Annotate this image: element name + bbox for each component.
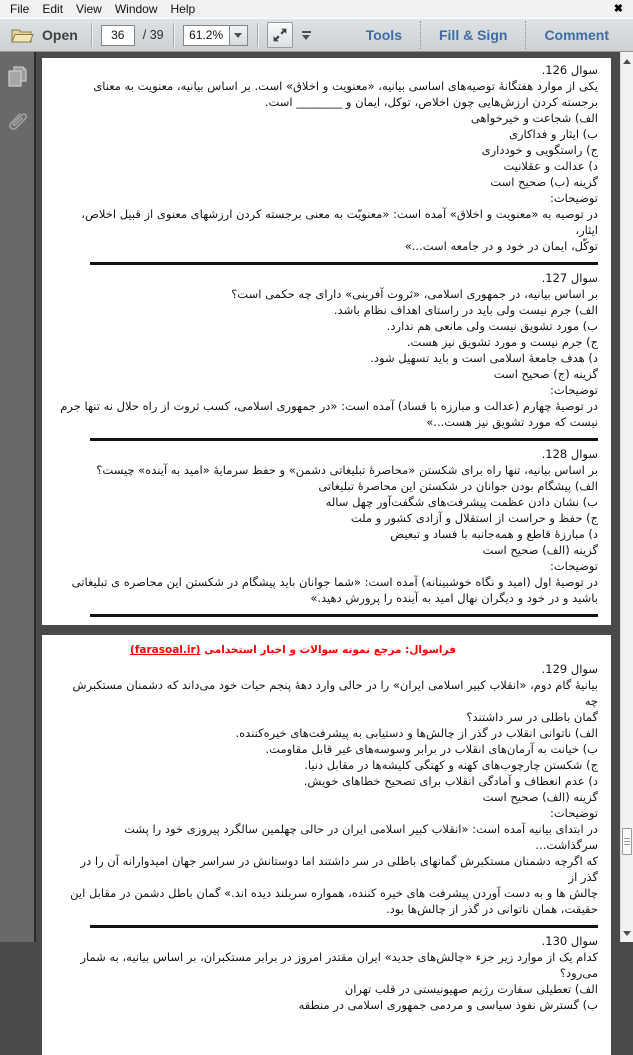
question-number: سوال 126. [541, 63, 598, 77]
chevron-down-icon [234, 33, 242, 38]
option-line: الف) جرم نیست ولی باید در راستای اهداف نظام باشد. [333, 303, 598, 317]
vertical-scrollbar[interactable] [620, 52, 633, 942]
question-number: سوال 130. [541, 934, 598, 948]
menu-bar [0, 0, 633, 18]
question-divider [90, 925, 598, 928]
answer-line: گزینه (ب) صحیح است [490, 175, 598, 189]
question-number: سوال 129. [541, 662, 598, 676]
option-line: ج) جرم نیست و مورد تشویق نیز هست. [406, 335, 598, 349]
option-line: ج) راستگویی و خودداری [481, 143, 598, 157]
menu-window[interactable]: Window [114, 2, 158, 16]
option-line: الف) شجاعت و خیرخواهی [470, 111, 598, 125]
main-area [0, 52, 633, 1012]
document-view[interactable] [36, 52, 620, 1012]
option-line: د) عدم انعطاف و آمادگی انقلاب برای تصحیح خطاهای خویش. [303, 774, 598, 788]
scrollbar-thumb[interactable] [622, 828, 632, 855]
answer-line: گزینه (الف) صحیح است [482, 790, 598, 804]
zoom-level-input[interactable]: 61.2% [183, 25, 230, 46]
open-button-label: Open [42, 27, 78, 43]
option-line: الف) ناتوانی انقلاب در گذر از چالش‌ها و دستیابی به پیشرفت‌های خیره‌کننده. [235, 726, 598, 740]
question-text-line: بیانیهٔ گام دوم، «انقلاب کبیر اسلامی ایران» را در حالی وارد دههٔ پنجم حیات خود می‌داند که دشمنان مستکبرش چه [72, 678, 598, 708]
pdf-page [42, 635, 611, 1055]
option-line: الف) تعطیلی سفارت رژیم صهیونیستی در قلب تهران [344, 982, 598, 996]
menu-view[interactable]: View [76, 2, 102, 16]
explanation-line: در توصیه به «معنویت و اخلاق» آمده است: «معنویّت به معنی برجسته کردن ارزشهای معنوی از قبیل اخلاص، ایثار، [81, 207, 598, 237]
toolbar [0, 18, 633, 52]
resize-page-button[interactable] [267, 22, 293, 48]
open-folder-icon [10, 26, 34, 44]
open-button[interactable] [6, 24, 82, 46]
menu-file[interactable]: File [10, 2, 30, 16]
triangle-up-icon [623, 59, 631, 64]
option-line: د) مبارزهٔ قاطع و همه‌جانبه با فساد و تبعیض [390, 527, 598, 541]
question-divider [90, 438, 598, 441]
comment-button[interactable]: Comment [544, 27, 609, 43]
page-number-input[interactable] [101, 25, 135, 46]
explanation-label: توضیحات: [549, 191, 598, 205]
explanation-line: چالش ها و به دست آوردن پیشرفت های خیره کننده، همواره سربلند دیده اند.» گمان باطل دشمن در مقابل این [70, 886, 598, 900]
question-block [60, 446, 598, 606]
question-number: سوال 127. [541, 271, 598, 285]
option-line: ب) مورد تشویق نیست ولی مانعی هم ندارد. [386, 319, 598, 333]
toolbar-overflow-button[interactable] [302, 31, 311, 40]
scroll-down-button[interactable] [621, 926, 633, 940]
explanation-label: توضیحات: [549, 559, 598, 573]
question-text-line: برجسته کردن ارزش‌هایی چون اخلاص، توکل، ایمان و ________ است. [264, 95, 598, 109]
explanation-line: در توصیهٔ اول (امید و نگاه خوشبینانه) آمده است: «شما جوانان باید پیشگام در شکستن این محاصره ی تبلیغاتی [71, 575, 598, 589]
toolbar-separator [257, 23, 258, 47]
question-text-line: یکی از موارد هفتگانهٔ توصیه‌های اساسی بیانیه، «معنویت و اخلاق» است. بر اساس بیانیه، معنویت به معنای [93, 79, 598, 93]
zoom-control [183, 25, 248, 46]
explanation-label: توضیحات: [549, 383, 598, 397]
fill-sign-button[interactable]: Fill & Sign [438, 27, 508, 43]
explanation-line: نیست که مورد تشویق نیز هست...» [426, 415, 598, 429]
question-text-line: کدام یک از موارد زیر جزء «چالش‌های جدید» ایران مقتدر امروز در برابر مستکبران، بر اساس بیانیه، به شمار می‌رود؟ [80, 950, 598, 980]
toolbar-separator [173, 23, 174, 47]
page-thumbnails-icon[interactable] [6, 65, 28, 89]
question-block [60, 933, 598, 1013]
option-line: ب) ایثار و فداکاری [508, 127, 598, 141]
site-header [60, 643, 598, 657]
thumb-grip [624, 838, 630, 839]
question-divider [90, 262, 598, 265]
question-text-line: بر اساس بیانیه، تنها راه برای شکستن «محاصرهٔ تبلیغاتی دشمن» و حفظ سرمایهٔ «امید به آینده» چیست؟ [96, 463, 598, 477]
close-icon[interactable]: ✖ [613, 2, 623, 15]
explanation-line: باشید و در خود و دیگران نهال امید به آینده را پرورش دهید.» [310, 591, 598, 605]
thumb-grip [624, 841, 630, 842]
zoom-dropdown-button[interactable] [230, 25, 248, 46]
option-line: ب) خیانت به آرمان‌های انقلاب در برابر وسوسه‌های غیر قابل مقاومت. [265, 742, 598, 756]
scroll-up-button[interactable] [621, 54, 633, 68]
option-line: د) عدالت و عقلانیت [503, 159, 598, 173]
attachments-icon[interactable] [4, 107, 30, 137]
option-line: ب) نشان دادن عظمت پیشرفت‌های شگفت‌آور چهل ساله [325, 495, 598, 509]
page-total-label: / 39 [142, 28, 164, 42]
option-line: د) هدف جامعهٔ اسلامی است و باید تسهیل شود. [370, 351, 598, 365]
toolbar-separator [91, 23, 92, 47]
explanation-line: که اگرچه دشمنان مستکبرش گمانهای باطلی در سر داشتند اما دوستانش در سراسر جهان امیدوارانه آن را در گذر از [80, 854, 598, 884]
question-block [60, 62, 598, 254]
site-header-text: فراسوال: مرجع نمونه سوالات و اخبار استخدامی [200, 644, 456, 656]
explanation-line: در ابتدای بیانیه آمده است: «انقلاب کبیر اسلامی ایران در حالی چهلمین سالگرد پیروزی خود را پشت سرگذاشت... [124, 822, 598, 852]
question-block [60, 661, 598, 917]
pdf-page [42, 58, 611, 625]
answer-line: گزینه (ج) صحیح است [493, 367, 598, 381]
question-number: سوال 128. [541, 447, 598, 461]
option-line: الف) پیشگام بودن جوانان در شکستن این محاصرهٔ تبلیغاتی [318, 479, 598, 493]
explanation-line: توکّل، ایمان در خود و در جامعه است...» [404, 239, 598, 253]
option-line: ج) شکستن چارچوب‌های کهنه و کهنگی کلیشه‌ها در مقابل دنیا. [304, 758, 598, 772]
answer-line: گزینه (الف) صحیح است [482, 543, 598, 557]
question-block [60, 270, 598, 430]
thumb-grip [624, 844, 630, 845]
pdf-page-list [36, 58, 620, 1055]
navigation-pane [0, 52, 36, 942]
question-text-line: گمان باطلی در سر داشتند؟ [466, 710, 598, 724]
triangle-down-icon [623, 931, 631, 936]
tools-button[interactable]: Tools [365, 27, 402, 43]
explanation-line: حقیقت، همان ناتوانی در گذر از چالش‌ها بود. [385, 902, 598, 916]
explanation-label: توضیحات: [549, 806, 598, 820]
overflow-bar-icon [302, 31, 311, 33]
chevron-down-icon [302, 35, 310, 40]
explanation-line: در توصیهٔ چهارم (عدالت و مبارزه با فساد) آمده است: «در جمهوری اسلامی، کسب ثروت از راه حلال نه تنها جرم [60, 399, 598, 413]
diagonal-arrows-icon [272, 27, 288, 43]
menu-edit[interactable]: Edit [42, 2, 64, 16]
menu-help[interactable]: Help [170, 2, 196, 16]
question-divider [90, 614, 598, 617]
site-link[interactable]: (farasoal.ir) [130, 644, 201, 656]
question-text-line: بر اساس بیانیه، در جمهوری اسلامی، «ثروت آفرینی» دارای چه حکمی است؟ [231, 287, 598, 301]
option-line: ب) گسترش نفوذ سیاسی و مردمی جمهوری اسلامی در منطقه [298, 998, 598, 1012]
option-line: ج) حفظ و حراست از استقلال و آزادی کشور و ملت [350, 511, 598, 525]
toolbar-right-group [348, 19, 627, 51]
